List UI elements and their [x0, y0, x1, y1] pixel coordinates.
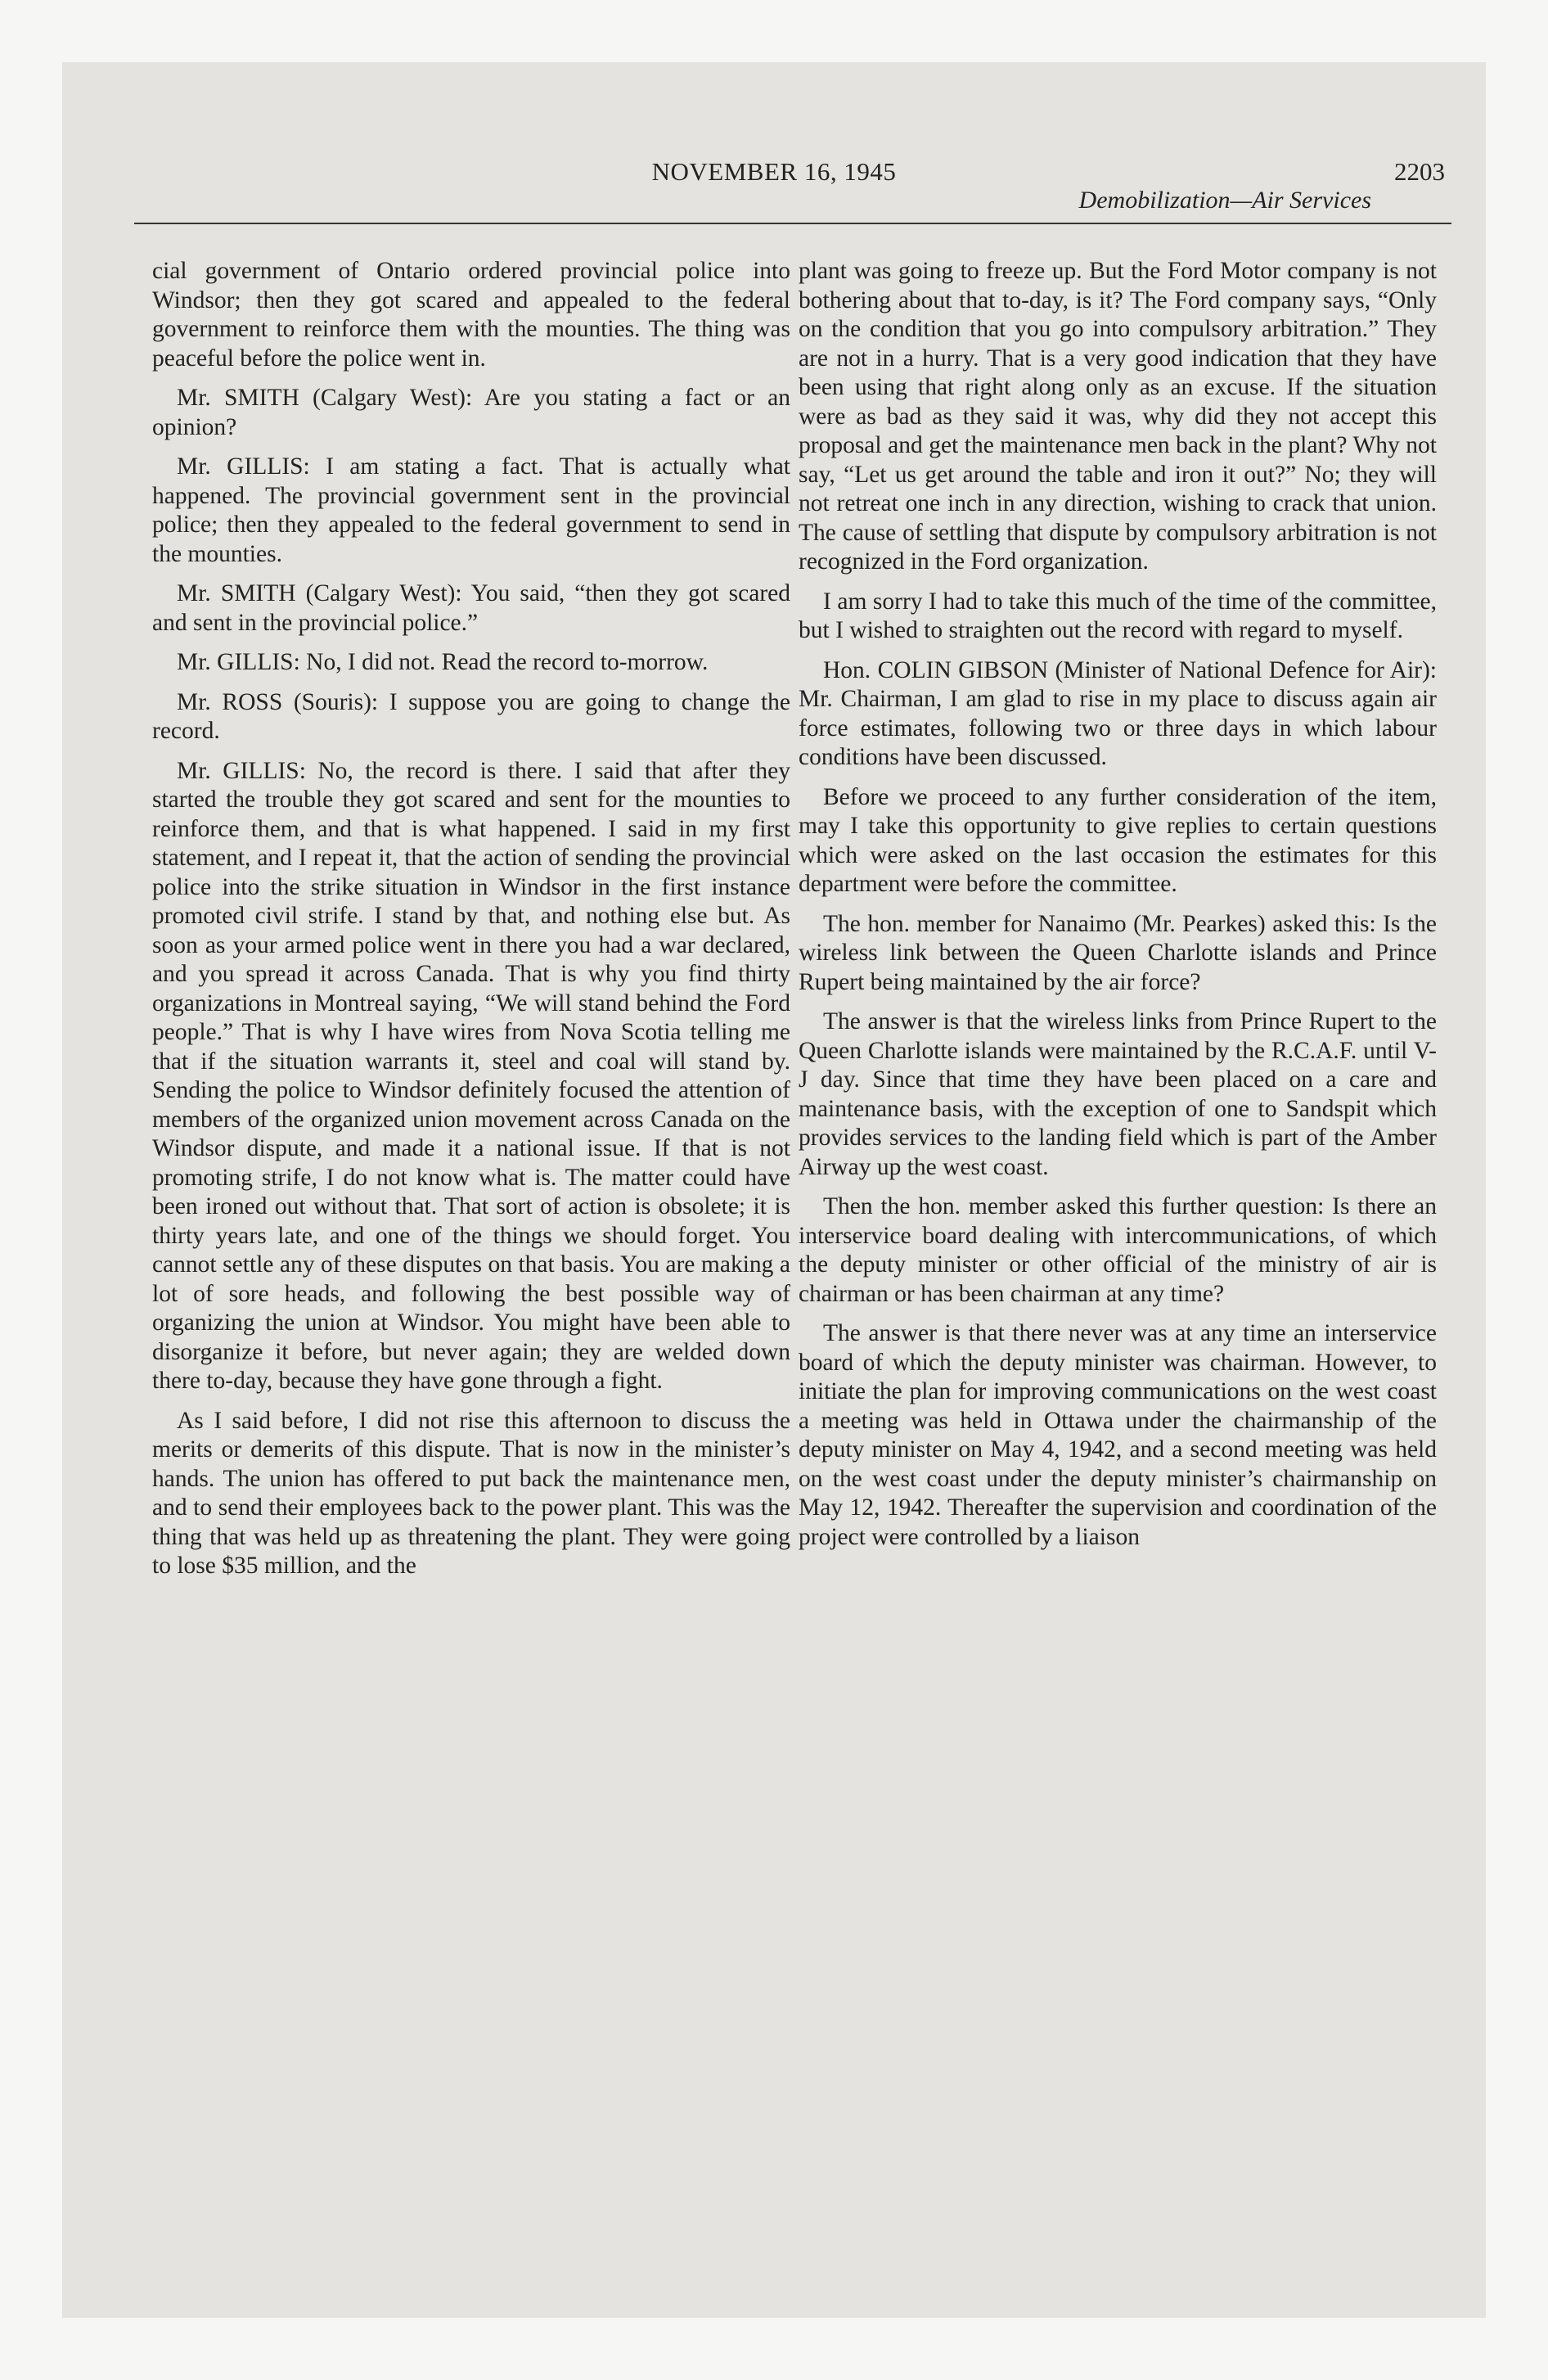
- left-column: [152, 257, 790, 1592]
- page-number: 2203: [1394, 157, 1445, 186]
- paragraph: Mr. ROSS (Souris): I suppose you are going to change the record.: [152, 688, 790, 744]
- paragraph: plant was going to freeze up. But the Ford Motor company is not bothering about that to-day, is it? The Ford company says, “Only on the condition that you go into compulsory arbitration.” They are not in a hurry. That is a very good indication that they have been using that right along only as an excuse. If the situation were as bad as they said it was, why did they not accept this proposal and get the maintenance men back in the plant? Why not say, “Let us get around the table and iron it out?” No; they will not retreat one inch in any direction, wishing to crack that union. The cause of settling that dispute by compulsory arbitration is not recognized in the Ford organization.: [799, 258, 1437, 575]
- paragraph: Mr. SMITH (Calgary West): You said, “then they got scared and sent in the provincial police.”: [152, 580, 790, 636]
- paragraph: I am sorry I had to take this much of the time of the committee, but I wished to straighten out the record with regard to myself.: [799, 588, 1437, 643]
- paragraph: As I said before, I did not rise this afternoon to discuss the merits or demerits of this dispute. That is now in the minister’s hands. The union has offered to put back the maintenance men, and to send their employees back to the power plant. This was the thing that was held up as threatening the plant. They were going to lose $35 million, and the: [152, 1407, 790, 1579]
- document-page: [62, 62, 1486, 2318]
- paragraph: cial government of Ontario ordered provincial police into Windsor; then they got scared and appealed to the federal government to reinforce them with the mounties. The thing was peaceful before the police went in.: [152, 258, 790, 372]
- paragraph: The answer is that there never was at any time an interservice board of which the deputy minister was chairman. However, to initiate the plan for improving communications on the west coast a meeting was held in Ottawa under the chairmanship of the deputy minister on May 4, 1942, and a second meeting was held on the west coast under the deputy minister’s chairmanship on May 12, 1942. Thereafter the supervision and coordination of the project were controlled by a liaison: [799, 1320, 1437, 1550]
- paragraph: Mr. SMITH (Calgary West): Are you stating a fact or an opinion?: [152, 385, 790, 440]
- page-date: NOVEMBER 16, 1945: [651, 157, 897, 186]
- paragraph: Hon. COLIN GIBSON (Minister of National Defence for Air): Mr. Chairman, I am glad to rise in my place to discuss again air force estimates, following two or three days in which labour conditions have been discussed.: [799, 656, 1437, 770]
- paragraph: Mr. GILLIS: No, I did not. Read the record to-morrow.: [177, 649, 709, 675]
- paragraph: Before we proceed to any further consideration of the item, may I take this opportunity to give replies to certain questions which were asked on the last occasion the estimates for this department were before the committee.: [799, 783, 1437, 897]
- section-title: Demobilization—Air Services: [1078, 187, 1371, 214]
- paragraph: The answer is that the wireless links from Prince Rupert to the Queen Charlotte islands were maintained by the R.C.A.F. until V-J day. Since that time they have been placed on a care and maintenance basis, with the exception of one to Sandspit which provides services to the landing field which is part of the Amber Airway up the west coast.: [799, 1008, 1437, 1180]
- paragraph: The hon. member for Nanaimo (Mr. Pearkes) asked this: Is the wireless link between the Queen Charlotte islands and Prince Rupert being maintained by the air force?: [799, 910, 1437, 995]
- paragraph: Mr. GILLIS: I am stating a fact. That is actually what happened. The provincial government sent in the provincial police; then they appealed to the federal government to send in the mounties.: [152, 453, 790, 567]
- header-divider: [134, 223, 1451, 224]
- paragraph: Mr. GILLIS: No, the record is there. I said that after they started the trouble they got scared and sent for the mounties to reinforce them, and that is what happened. I said in my first statement, and I repeat it, that the action of sending the provincial police into the strike situation in Windsor in the first instance promoted civil strife. I stand by that, and nothing else but. As soon as your armed police went in there you had a war declared, and you spread it across Canada. That is why you find thirty organizations in Montreal saying, “We will stand behind the Ford people.” That is why I have wires from Nova Scotia telling me that if the situation warrants it, steel and coal will stand by. Sending the police to Windsor definitely focused the attention of members of the organized union movement across Canada on the Windsor dispute, and made it a national issue. If that is not promoting strife, I do not know what is. The matter could have been ironed out without that. That sort of action is obsolete; it is thirty years late, and one of the things we should forget. You cannot settle any of these disputes on that basis. You are making a lot of sore heads, and following the best possible way of organizing the union at Windsor. You might have been able to disorganize it before, but never again; they are welded down there to-day, because they have gone through a fight.: [152, 757, 790, 1394]
- right-column: [799, 257, 1437, 1562]
- paragraph: Then the hon. member asked this further question: Is there an interservice board dealing with intercommunications, of which the deputy minister or other official of the ministry of air is chairman or has been chairman at any time?: [799, 1193, 1437, 1307]
